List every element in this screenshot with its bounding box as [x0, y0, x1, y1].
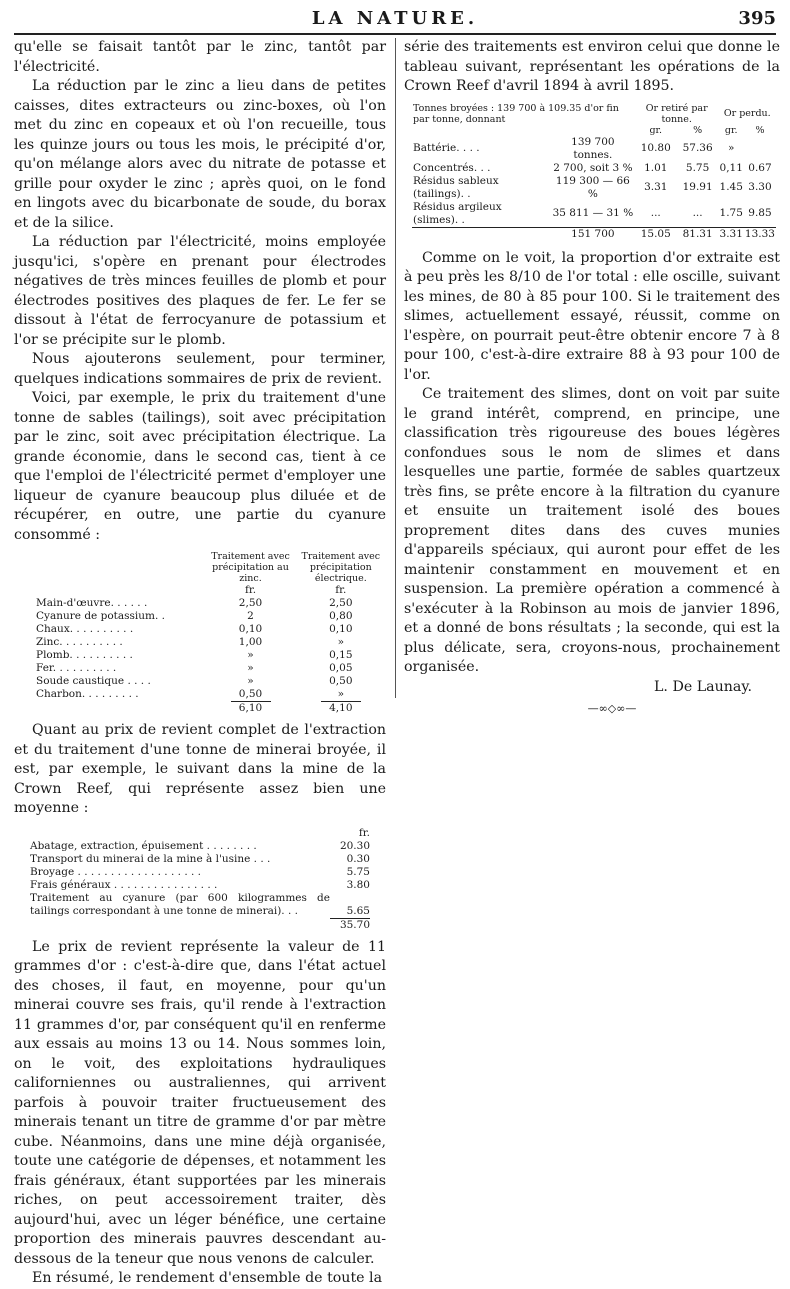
table-header: Or retiré par tonne.: [645, 102, 708, 125]
row-value: 0.30: [346, 852, 370, 865]
table-row: [36, 675, 386, 688]
table-row: [30, 866, 370, 879]
total-pct: 81.31: [677, 227, 719, 241]
cell-lost-gr: 0,11: [719, 161, 743, 174]
column-divider: [395, 38, 396, 698]
cell-lost-gr: 1.45: [719, 181, 743, 193]
table-row: [36, 662, 386, 675]
paragraph: Ce traitement des slimes, dont on voit par suite le grand intérêt, comprend, en principe, une classification très rigoureuse des boues légères confondues sous le nom de slimes et dans lesquelles une partie, formée de sables quartzeux très fins, se prête encore à la filtration du cyanure et ensuite un traitement isolé des boues proprement dites dans des cuves munies d'appareils spéciaux, qui auront pour effet de les maintenir constamment en mouvement et en suspension. La première opération a commencé à s'exécuter à la Robinson au mois de janvier 1896, et a donné de bons résultats ; la seconde, qui est la plus délicate, sera, croyons-nous, prochainement organisée.: [404, 386, 780, 675]
cell-zinc: »: [247, 649, 254, 661]
cell-elec: 2,50: [329, 597, 353, 609]
row-label: Cyanure de potassium. .: [36, 610, 165, 622]
row-value: 5.65: [346, 904, 370, 917]
row-label: Concentrés. . .: [413, 161, 491, 174]
unit-label: fr.: [244, 584, 257, 596]
total-zinc: 6,10: [231, 701, 271, 715]
cell-gr: 10.80: [640, 142, 671, 154]
full-cost-table: [30, 827, 370, 932]
row-label: Charbon. . . . . . . . .: [36, 688, 139, 700]
paragraph: qu'elle se faisait tantôt par le zinc, tantôt par l'électricité.: [14, 39, 386, 75]
table-row: [36, 649, 386, 662]
cell-zinc: 0,50: [238, 688, 263, 700]
row-value: 20.30: [339, 839, 370, 852]
paragraph: La réduction par le zinc a lieu dans de petites caisses, dites extracteurs ou zinc-boxes, où l'on met du zinc en copeaux et où l'on recueille, tous les quinze jours ou tous les mois, le précipité d'or, qu'on mélange alors avec du nitrate de potasse et grille pour oxyder le zinc ; après quoi, on le fond en lingots avec du bicarbonate de soude, du borax et de la silice.: [14, 78, 386, 231]
cell-elec: 0,15: [329, 649, 353, 661]
table-row: [412, 201, 776, 228]
unit-label: fr.: [358, 826, 370, 839]
table-row: [412, 136, 776, 162]
table-header: Traitement avec précipitation au zinc.: [211, 551, 290, 584]
cell-lost-gr: 1.75: [719, 207, 743, 219]
cell-tonnage: 35 811 — 31 %: [552, 207, 634, 219]
cell-zinc: 2,50: [238, 597, 263, 609]
row-label: Battérie. . . .: [413, 142, 480, 154]
header-rule: [14, 33, 776, 35]
cell-elec: »: [337, 636, 345, 648]
table-row: [36, 610, 386, 623]
table-row: [30, 840, 370, 853]
total-gr: 15.05: [635, 227, 677, 241]
unit-label: fr.: [335, 584, 347, 596]
table-total-row: [30, 918, 370, 932]
table-row: [36, 623, 386, 636]
unit-label: gr.: [724, 124, 738, 136]
cell-gr: 3.31: [644, 181, 668, 193]
crown-reef-results-table: [412, 103, 776, 241]
cell-elec: 0,10: [329, 623, 353, 635]
total-tonnage: 151 700: [551, 227, 635, 241]
unit-label: %: [693, 124, 703, 136]
cell-tonnage: 139 700 tonnes.: [571, 135, 615, 161]
total-lost-pct: 13.33: [744, 227, 775, 240]
cell-pct: 57.36: [682, 142, 713, 154]
row-label: Main-d'œuvre. . . . . .: [36, 597, 148, 609]
row-label: Transport du minerai de la mine à l'usine . . .: [30, 852, 271, 865]
table-header: Tonnes broyées : 139 700 à 109.35 d'or fin par tonne, donnant: [413, 102, 619, 125]
cell-lost-pct: [744, 136, 776, 162]
cell-zinc: »: [247, 662, 254, 674]
table-header: Traitement avec précipitation électrique.: [301, 551, 381, 584]
table-total-row: [36, 701, 386, 715]
row-label: Chaux. . . . . . . . . .: [36, 623, 134, 635]
row-value: 5.75: [346, 865, 370, 878]
cell-lost-pct: 0.67: [748, 161, 772, 174]
row-value: 3.80: [346, 878, 370, 891]
left-column: [14, 38, 386, 1289]
cell-zinc: 1,00: [238, 636, 263, 648]
table-row: [36, 636, 386, 649]
page-number: 395: [738, 8, 776, 29]
end-ornament: —∞◇∞—: [587, 702, 637, 715]
row-label: Broyage . . . . . . . . . . . . . . . . . . .: [30, 865, 202, 878]
paragraph: série des traitements est environ celui que donne le tableau suivant, représentant les opérations de la Crown Reef d'avril 1894 à avril 1895.: [404, 39, 780, 94]
table-row: [30, 879, 370, 892]
cell-lost-gr: »: [728, 142, 735, 154]
table-total-row: [412, 227, 776, 241]
paragraph: Comme on le voit, la proportion d'or extraite est à peu près les 8/10 de l'or total : elle oscille, suivant les mines, de 80 à 85 pour 100. Si le traitement des slimes, actuellement essayé, réussit, comme on l'espère, on pourrait peut-être obtenir encore 7 à 8 pour 100, c'est-à-dire extraire 88 à 93 pour 100 de l'or.: [404, 249, 780, 383]
row-label: Soude caustique . . . .: [36, 675, 151, 687]
cell-gr: ...: [650, 207, 661, 219]
paragraph: En résumé, le rendement d'ensemble de toute la: [32, 1270, 383, 1286]
cell-zinc: »: [247, 675, 254, 687]
paragraph: La réduction par l'électricité, moins employée jusqu'ici, s'opère en prenant pour électrodes négatives de très minces feuilles de plomb et pour électrodes positives des plaques de fer. Le fer se dissout à l'état de ferrocyanure de potassium et l'or se précipite sur le plomb.: [14, 234, 386, 348]
paragraph: Quant au prix de revient complet de l'extraction et du traitement d'une tonne de minerai broyée, il est, par exemple, le suivant dans la mine de la Crown Reef, qui représente assez bien une moyenne :: [14, 722, 386, 816]
total-elec: 4,10: [321, 701, 361, 715]
table-row: [36, 688, 386, 701]
cell-lost-pct: 9.85: [748, 207, 772, 219]
author-signature: L. De Launay.: [654, 678, 752, 695]
row-label: Traitement au cyanure (par 600 kilogrammes de tailings correspondant à une tonne de minerai). . .: [30, 891, 330, 917]
table-row: [412, 175, 776, 201]
unit-label: %: [755, 124, 765, 136]
unit-label: gr.: [649, 124, 663, 136]
treatment-cost-table: [36, 551, 386, 715]
paragraph: Nous ajouterons seulement, pour terminer, quelques indications sommaires de prix de revient.: [14, 351, 386, 387]
signature-line: [404, 678, 780, 698]
right-column: [404, 38, 780, 719]
cell-elec: 0,05: [329, 662, 353, 674]
cell-zinc: 0,10: [238, 623, 263, 635]
paragraph: Voici, par exemple, le prix du traitement d'une tonne de sables (tailings), soit avec précipitation par le zinc, soit avec précipitation électrique. La grande économie, dans le second cas, tient à ce que l'emploi de l'électricité permet d'employer une liqueur de cyanure beaucoup plus diluée et de récupérer, en outre, une partie du cyanure consommé :: [14, 390, 386, 543]
total-value: 35.70: [330, 918, 370, 932]
row-label: Plomb. . . . . . . . . .: [36, 649, 133, 661]
row-label: Zinc. . . . . . . . . .: [36, 636, 123, 648]
cell-pct: 5.75: [685, 161, 710, 174]
cell-elec: 0,80: [329, 610, 353, 622]
table-row: [36, 597, 386, 610]
table-header: Or perdu.: [723, 108, 771, 119]
table-row: [412, 162, 776, 175]
cell-gr: 1.01: [644, 161, 668, 174]
table-row: [30, 853, 370, 866]
table-row: [30, 892, 370, 918]
cell-zinc: 2: [247, 610, 254, 622]
page-header: [14, 6, 776, 30]
total-lost-gr: 3.31: [719, 227, 743, 240]
cell-lost-pct: 3.30: [748, 181, 772, 193]
cell-tonnage: 119 300 — 66 %: [555, 174, 630, 200]
journal-title: LA NATURE.: [311, 8, 479, 29]
row-label: Abatage, extraction, épuisement . . . . . . . .: [30, 839, 257, 852]
cell-pct: ...: [692, 207, 703, 219]
cell-pct: 19.91: [682, 181, 713, 193]
paragraph: Le prix de revient représente la valeur de 11 grammes d'or : c'est-à-dire que, dans l'état actuel des choses, il faut, en moyenne, pour qu'un minerai couvre ses frais, qu'il rende à l'extraction 11 grammes d'or, par conséquent qu'il en renferme aux essais au moins 13 ou 14. Nous sommes loin, on le voit, des exploitations hydrauliques californiennes ou australiennes, qui arrivent parfois à pouvoir traiter fructueusement des minerais tenant un titre de gramme d'or par mètre cube. Néanmoins, dans une mine déjà organisée, toute une catégorie de dépenses, et notamment les frais généraux, étant supportées par les minerais riches, on peut accessoirement traiter, dès aujourd'hui, avec un léger bénéfice, une certaine proportion des minerais pauvres descendant au-dessous de la teneur que nous venons de calculer.: [14, 938, 386, 1267]
row-label: Fer. . . . . . . . . .: [36, 662, 117, 674]
row-label: Frais généraux . . . . . . . . . . . . . . . .: [30, 878, 218, 891]
row-label: Résidus sableux (tailings). .: [413, 174, 499, 200]
cell-elec: 0,50: [329, 675, 353, 687]
row-label: Résidus argileux (slimes). .: [413, 200, 502, 226]
cell-tonnage: 2 700, soit 3 %: [553, 161, 633, 174]
cell-elec: »: [337, 688, 345, 700]
